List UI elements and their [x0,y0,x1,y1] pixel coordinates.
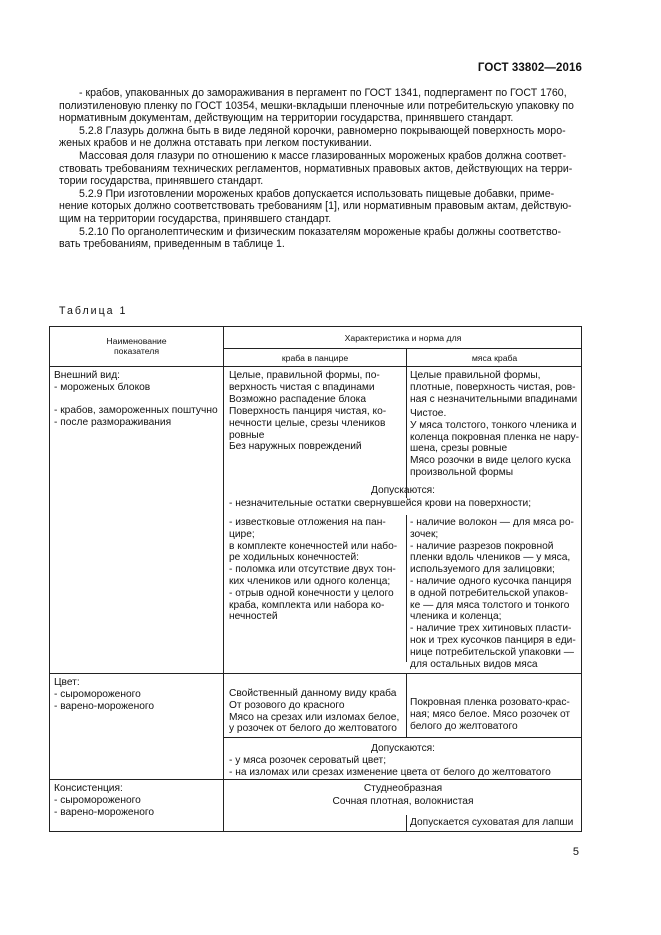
color-shell [229,688,399,735]
text-line: щим на территории государства, принявшего стандарт. [59,212,332,225]
cell-line: в комплекте конечностей или набо- [229,540,398,552]
cell-line: - наличие одного кусочка панциря [410,575,572,587]
row-title: Консистенция: [54,783,123,794]
cell-line: для остальных видов мяса [410,658,538,670]
text-line: тории государства, принявшего стандарт. [59,175,264,188]
color-meat [410,697,570,732]
cell-line: Поверхность панциря чистая, ко- [229,406,387,417]
text-line: - крабов, упакованных до замораживания в пергамент по ГОСТ 1341, подпергамент по ГОСТ 1760, [79,87,567,99]
cell-line: ная; мясо белое. Мясо розочек от [410,708,571,720]
table-divider [406,815,407,832]
cell-line: нице потребительской упаковки — [410,646,574,658]
header-text: показателя [113,346,160,356]
row-label: - после размораживания [54,416,172,428]
consistency-note: Допускается суховатая для лапши [410,817,574,828]
cell-line: У мяса толстого, тонкого членика и [410,419,577,431]
cell-line: цире; [229,528,255,540]
text-line: нение которых должно соответствовать требованиям [1], или нормативным правовым актам, действую- [59,200,572,213]
row-label: - сыромороженого [54,794,141,806]
table-divider [406,348,407,498]
cell-line: плотные, поверхность чистая, ров- [410,381,576,393]
text-line: Массовая доля глазури по отношению к массе глазированных мороженых крабов должна соответ- [79,149,567,162]
cell-line: краба, комплекта или набора ко- [229,599,385,611]
blocks-shell [229,370,380,405]
thawed-meat [410,408,579,479]
row-title: Цвет: [54,677,80,688]
cell-line: ких члеников или одного коленца; [229,575,391,587]
row-label: - варено-мороженого [54,806,155,818]
header-indicator [50,336,223,356]
cell-line: Мясо розочки в виде целого куска [410,455,571,467]
cell-line: нечности целые, срезы члеников [229,417,386,429]
cell-line: произвольной формы [410,466,514,478]
table-rule [50,673,582,674]
cell-line: пленки вдоль члеников — у мяса, [410,552,571,564]
text-line: нормативным документам, действующим на территории государства, принявшего стандарт. [59,112,514,125]
cell-line: ре ходильных конечностей: [229,552,359,564]
header-group: Характеристика и норма для [344,333,462,343]
table-divider [406,673,407,737]
consistency-boiled: Сочная плотная, волокнистая [332,796,474,807]
header-crab-shell: краба в панцире [281,353,349,363]
cell-line: - наличие волокон — для мяса ро- [410,517,574,528]
row-label: - варено-мороженого [54,700,155,712]
cell-line: - на изломах или срезах изменение цвета от белого до желтоватого [229,766,551,778]
cell-line: Целые правильной формы, [410,370,541,381]
cell-line: верхность чистая с впадинами [229,381,375,393]
standard-header: ГОСТ 33802—2016 [477,62,582,74]
consistency-labels [54,783,154,818]
cell-line: у розочек от белого до желтоватого [229,723,397,735]
table-1 [49,326,582,832]
table-divider [406,515,407,662]
appearance-labels-2 [54,405,218,429]
table-rule [223,737,582,738]
cell-line: в одной потребительской упаков- [410,587,569,599]
table-divider [223,327,224,832]
individual-shell [229,406,386,453]
appearance-labels [54,370,150,394]
cell-line: членика и коленца; [410,611,502,623]
cell-line: Свойственный данному виду краба [229,688,397,699]
color-allowed-title: Допускаются: [370,743,436,754]
color-allowed [229,755,551,779]
text-line: полиэтиленовую пленку по ГОСТ 10354, мешки-вкладыши пленочные или потребительскую упаковку по [59,99,574,112]
table-rule [223,348,582,349]
text-line: 5.2.10 По органолептическим и физическим показателям мороженые крабы должны соответство- [79,225,562,238]
allowed-title: Допускаются: [370,485,436,496]
table-rule [50,779,582,780]
row-label: - крабов, замороженных поштучно [54,405,218,416]
cell-line: - поломка или отсутствие двух тон- [229,564,396,576]
text-line: вать требованиям, приведенным в таблице 1. [59,238,285,251]
text-line: ствовать требованиям технических регламентов, нормативных правовых актов, действующих на терри- [59,162,573,175]
text-line: 5.2.8 Глазурь должна быть в виде ледяной корочки, равномерно покрывающей поверхность моро- [79,124,566,137]
cell-line: используемого для залицовки; [410,564,555,576]
cell-line: ке — для мяса толстого и тонкого [410,599,570,611]
cell-line: Мясо на срезах или изломах белое, [229,711,400,723]
cell-line: Покровная пленка розовато-крас- [410,697,570,708]
allowed-common: - незначительные остатки свернувшейся крови на поверхности; [229,498,532,509]
text-line: женых крабов и не должна отставать при легком постукивании. [59,137,372,150]
header-text: Наименование [106,336,167,346]
header-crab-meat: мяса краба [471,353,518,363]
cell-line: - у мяса розочек сероватый цвет; [229,755,387,766]
cell-line: Возможно распадение блока [229,393,366,405]
cell-line: зочек; [410,528,439,540]
cell-line: нечностей [229,611,278,623]
cell-line: шена, срезы ровные [410,443,508,455]
allowed-meat [410,517,576,670]
table-rule [50,366,582,367]
allowed-shell [229,517,397,623]
row-title: Внешний вид: [54,370,120,381]
cell-line: Целые, правильной формы, по- [229,370,380,381]
page-number: 5 [572,846,579,858]
color-labels [54,677,154,712]
blocks-meat [410,370,577,405]
cell-line: Без наружных повреждений [229,441,362,453]
cell-line: - наличие трех хитиновых пласти- [410,623,572,635]
cell-line: - наличие разрезов покровной [410,540,554,552]
row-label: - сыромороженого [54,688,141,700]
text-line: 5.2.9 При изготовлении мороженых крабов допускается использовать пищевые добавки, приме- [79,187,555,200]
cell-line: нок и трех кусочков панциря в еди- [410,634,576,646]
cell-line: Чистое. [410,408,447,419]
body-text [59,87,586,251]
cell-line: - известковые отложения на пан- [229,517,386,528]
cell-line: От розового до красного [229,699,345,711]
table-caption: Таблица 1 [59,305,128,317]
cell-line: ровные [229,429,265,441]
cell-line: коленца покровная пленка не нару- [410,431,579,443]
row-label: - мороженых блоков [54,381,151,393]
cell-line: белого до желтоватого [410,720,518,732]
cell-line: - отрыв одной конечности у целого [229,587,394,599]
consistency-raw: Студнеобразная [363,783,443,794]
cell-line: ная с незначительными впадинами [410,393,578,405]
